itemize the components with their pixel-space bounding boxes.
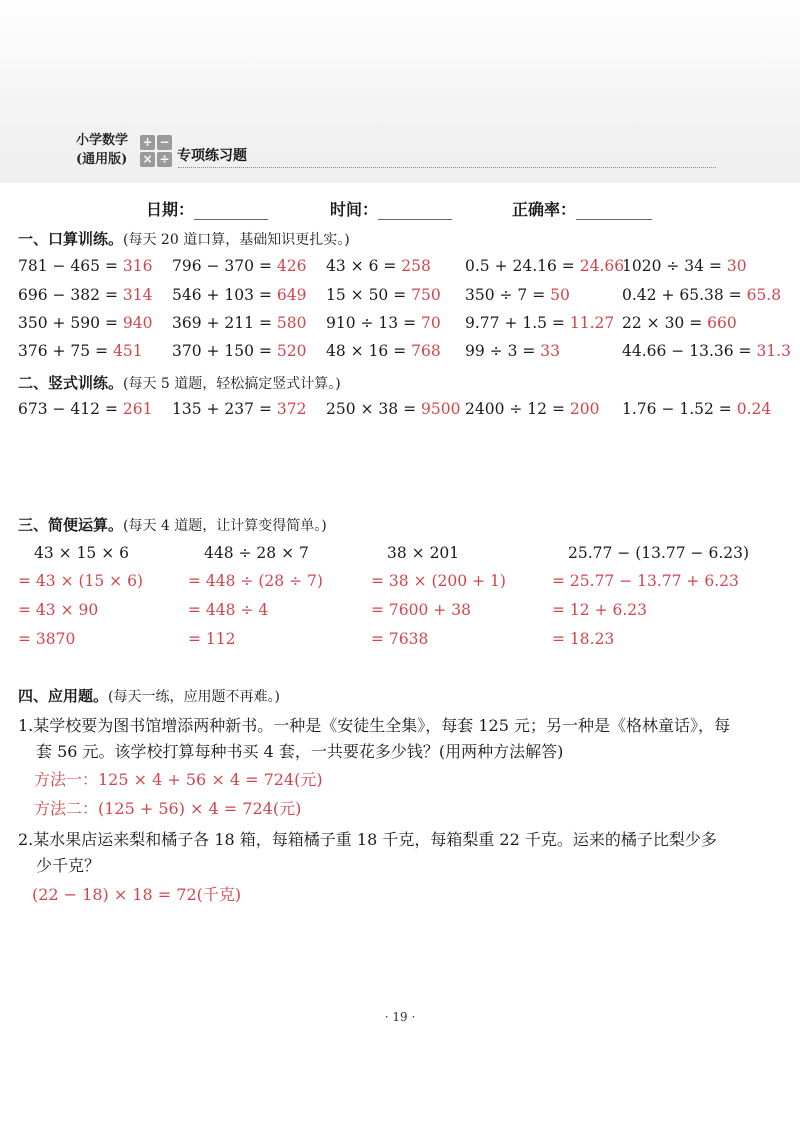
divide-icon: ÷ (157, 152, 172, 167)
question-text: 673 − 412 = (18, 400, 123, 418)
answer-text: 261 (122, 400, 153, 418)
problem1-method2: 方法二：(125 + 56) × 4 = 724(元) (34, 799, 302, 818)
answer-text: 451 (113, 342, 143, 360)
section1-note: (每天 20 道口算，基础知识更扎实。) (123, 232, 350, 248)
answer-text: 649 (276, 286, 307, 304)
question-text: 696 − 382 = (18, 286, 123, 304)
oral-calc-item (326, 285, 441, 305)
answer-text: 426 (276, 257, 307, 275)
oral-calc-item (465, 341, 560, 361)
section2-note: (每天 5 道题，轻松搞定竖式计算。) (123, 376, 341, 392)
answer-text: 750 (411, 286, 441, 304)
oral-calc-item (465, 256, 624, 276)
simplify-step: = 3870 (18, 630, 76, 648)
answer-text: 65.8 (746, 286, 782, 304)
section4-heading (18, 685, 280, 706)
answer-text: 580 (276, 314, 307, 332)
page-number: · 19 · (384, 1010, 416, 1024)
question-text: 43 × 6 = (326, 257, 402, 275)
question-text: 22 × 30 = (622, 314, 708, 332)
answer-text: 314 (122, 286, 153, 304)
section1-heading (18, 228, 350, 249)
answer-text: 372 (276, 400, 307, 418)
question-text: 99 ÷ 3 = (465, 342, 541, 360)
simplify-problem: 38 × 201 (387, 544, 460, 562)
oral-calc-item (172, 285, 306, 305)
time-label: 时间： (330, 200, 379, 219)
vertical-calc-item (172, 399, 306, 419)
date-blank[interactable] (194, 201, 268, 220)
question-text: 370 + 150 = (172, 342, 277, 360)
simplify-step: = 112 (188, 630, 236, 648)
oral-calc-item (622, 285, 781, 305)
times-icon: × (140, 152, 155, 167)
simplify-step: = 448 ÷ 4 (188, 601, 269, 619)
oral-calc-item (172, 313, 306, 333)
oral-calc-item (465, 285, 570, 305)
section2-heading (18, 372, 341, 393)
section2-title: 二、竖式训练。 (18, 374, 124, 392)
question-text: 0.5 + 24.16 = (465, 257, 580, 275)
vertical-calc-item (465, 399, 599, 419)
book-title-line1: 小学数学 (76, 133, 129, 148)
answer-text: 660 (707, 314, 737, 332)
question-text: 135 + 237 = (172, 400, 277, 418)
book-title (76, 131, 146, 169)
question-text: 48 × 16 = (326, 342, 412, 360)
date-label: 日期： (146, 200, 195, 219)
simplify-step: = 43 × (15 × 6) (18, 572, 143, 590)
question-text: 910 ÷ 13 = (326, 314, 421, 332)
problem1-text-line2: 套 56 元。该学校打算每种书买 4 套，一共要花多少钱？(用两种方法解答) (36, 742, 564, 761)
question-text: 350 ÷ 7 = (465, 286, 551, 304)
answer-text: 33 (540, 342, 561, 360)
series-title: 专项练习题 (177, 148, 247, 164)
time-field (330, 197, 452, 220)
answer-text: 0.24 (736, 400, 772, 418)
answer-text: 940 (122, 314, 153, 332)
question-text: 350 + 590 = (18, 314, 123, 332)
oral-calc-item (172, 341, 306, 361)
date-field (146, 197, 268, 220)
oral-calc-item (18, 313, 152, 333)
answer-text: 50 (550, 286, 570, 304)
answer-text: 316 (122, 257, 153, 275)
accuracy-label: 正确率： (512, 200, 577, 219)
answer-text: 768 (411, 342, 441, 360)
section1-title: 一、口算训练。 (18, 230, 124, 248)
answer-text: 258 (401, 257, 431, 275)
answer-text: 11.27 (569, 314, 615, 332)
oral-calc-item (18, 256, 152, 276)
section3-heading (18, 514, 327, 535)
answer-text: 520 (276, 342, 307, 360)
simplify-step: = 43 × 90 (18, 601, 99, 619)
question-text: 546 + 103 = (172, 286, 277, 304)
question-text: 2400 ÷ 12 = (465, 400, 570, 418)
problem1-method1: 方法一：125 × 4 + 56 × 4 = 724(元) (34, 770, 323, 789)
simplify-step: = 448 ÷ (28 ÷ 7) (188, 572, 323, 590)
accuracy-blank[interactable] (576, 201, 652, 220)
simplify-step: = 25.77 − 13.77 + 6.23 (552, 572, 739, 590)
question-text: 369 + 211 = (172, 314, 277, 332)
answer-text: 31.3 (756, 342, 791, 360)
oral-calc-item (18, 341, 143, 361)
book-title-line2: (通用版) (76, 152, 128, 167)
answer-text: 9500 (421, 400, 461, 418)
vertical-calc-item (326, 399, 460, 419)
answer-text: 70 (421, 314, 441, 332)
simplify-step: = 12 + 6.23 (552, 601, 647, 619)
answer-text: 200 (569, 400, 600, 418)
simplify-step: = 7638 (371, 630, 429, 648)
answer-text: 30 (726, 257, 747, 275)
problem2-text-line2: 少千克？ (36, 856, 101, 875)
section4-title: 四、应用题。 (18, 687, 109, 705)
vertical-calc-item (18, 399, 152, 419)
simplify-problem: 448 ÷ 28 × 7 (204, 544, 309, 562)
question-text: 44.66 − 13.36 = (622, 342, 757, 360)
simplify-step: = 18.23 (552, 630, 615, 648)
question-text: 376 + 75 = (18, 342, 113, 360)
plus-icon: + (140, 135, 155, 150)
section3-note: (每天 4 道题，让计算变得简单。) (123, 518, 327, 534)
time-blank[interactable] (378, 201, 452, 220)
simplify-problem: 43 × 15 × 6 (34, 544, 129, 562)
oral-calc-item (326, 256, 431, 276)
problem1-text-line1: 1.某学校要为图书馆增添两种新书。一种是《安徒生全集》，每套 125 元；另一种是《格林童话》，每 (18, 716, 730, 735)
section3-title: 三、简便运算。 (18, 516, 124, 534)
question-text: 250 × 38 = (326, 400, 421, 418)
question-text: 9.77 + 1.5 = (465, 314, 570, 332)
vertical-calc-item (622, 399, 771, 419)
oral-calc-item (326, 313, 441, 333)
oral-calc-item (622, 341, 791, 361)
question-text: 1.76 − 1.52 = (622, 400, 737, 418)
oral-calc-item (326, 341, 441, 361)
question-text: 15 × 50 = (326, 286, 412, 304)
answer-text: 24.66 (579, 257, 625, 275)
oral-calc-item (18, 285, 152, 305)
minus-icon: − (157, 135, 172, 150)
simplify-step: = 7600 + 38 (371, 601, 471, 619)
simplify-step: = 38 × (200 + 1) (371, 572, 506, 590)
accuracy-field (512, 197, 652, 220)
question-text: 781 − 465 = (18, 257, 123, 275)
simplify-problem: 25.77 − (13.77 − 6.23) (568, 544, 750, 562)
section4-note: (每天一练，应用题不再难。) (108, 689, 280, 705)
oral-calc-item (465, 313, 614, 333)
question-text: 1020 ÷ 34 = (622, 257, 727, 275)
oral-calc-item (172, 256, 306, 276)
question-text: 796 − 370 = (172, 257, 277, 275)
oral-calc-item (622, 256, 747, 276)
header-divider (178, 167, 716, 168)
question-text: 0.42 + 65.38 = (622, 286, 747, 304)
problem2-answer: (22 − 18) × 18 = 72(千克) (32, 885, 242, 904)
oral-calc-item (622, 313, 737, 333)
problem2-text-line1: 2.某水果店运来梨和橘子各 18 箱，每箱橘子重 18 千克，每箱梨重 22 千克。运来的橘子比梨少多 (18, 830, 717, 849)
math-ops-icon (140, 135, 174, 169)
